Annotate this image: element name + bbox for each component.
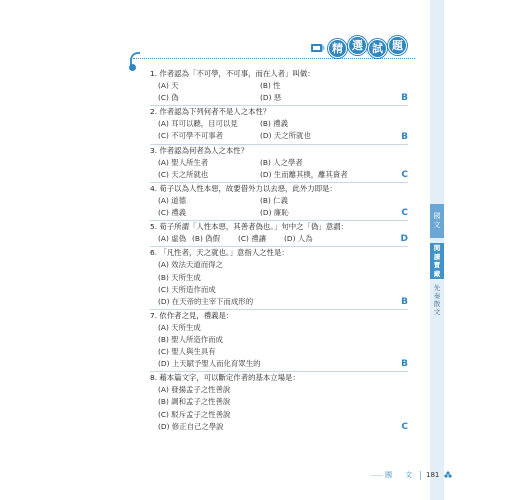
option-c[interactable]: (C) 禮讓 [238,234,267,244]
question-stem: 6. 「凡性者，天之就也。」意指人之性是： [150,248,289,258]
option-d[interactable]: (D) 廉恥 [260,208,289,218]
tab-section[interactable] [430,243,444,279]
banner-char: 選 [348,36,367,55]
option-b[interactable]: (B) 聖人所造作而成 [158,334,223,344]
question-stem: 8. 藉本篇文字，可以斷定作者的基本立場是： [150,373,300,383]
option-a[interactable]: (A) 聖人所生者 [158,157,209,167]
tab-subject[interactable] [430,204,444,238]
option-d[interactable]: (D) 天之所就也 [260,131,311,141]
question-stem: 5. 荀子所謂「人性本惡，其善者偽也。」句中之「偽」意謂： [150,222,348,232]
tab-lesson-char: 散 [433,300,441,308]
option-a[interactable]: (A) 天 [158,81,179,91]
option-b[interactable]: (B) 人之學者 [260,157,303,167]
option-b[interactable]: (B) 調和孟子之性善說 [158,397,231,407]
pencil-icon [310,40,326,56]
answer-key: C [401,208,408,219]
option-a[interactable]: (A) 道德 [158,195,186,205]
option-d[interactable]: (D) 生而離其樸，離其資者 [260,169,348,179]
tab-section-char: 閱 [433,244,441,252]
option-c[interactable]: (C) 偽 [158,93,179,103]
tab-subject-char: 文 [433,221,441,229]
question-list [150,68,408,434]
option-c[interactable]: (C) 聖人與生具有 [158,347,216,357]
option-d[interactable]: (D) 在天帝的主宰下而成形的 [158,296,254,306]
answer-key: C [401,421,408,432]
page-footer [370,470,452,480]
option-b[interactable]: (B) 仁義 [260,195,288,205]
option-c[interactable]: (C) 天之所就也 [158,169,209,179]
tab-section-char: 藏 [433,269,441,278]
tab-lesson-char: 先 [433,284,441,292]
question-item [150,372,408,433]
question-stem: 2. 作者認為下列何者不是人之本性？ [150,107,271,117]
footer-separator [420,471,421,480]
question-item [150,247,408,309]
tab-section-char: 寶 [433,261,441,269]
question-item [150,68,408,106]
question-item [150,310,408,372]
option-a[interactable]: (A) 虛偽 [158,234,186,244]
tab-lesson-char: 文 [433,308,441,316]
banner-char: 精 [328,39,347,58]
option-a[interactable]: (A) 天所生成 [158,322,201,332]
question-stem: 7. 依作者之見，禮義是： [150,310,234,320]
footer-dash: —— [370,471,382,479]
question-item [150,106,408,144]
question-item [150,145,408,183]
question-stem: 4. 荀子以為人性本惡，故要借外力以去惡，此外力即是： [150,183,337,193]
tab-subject-char: 國 [433,212,441,220]
option-b[interactable]: (B) 性 [260,81,281,91]
option-b[interactable]: (B) 禮義 [260,119,288,129]
header-dot [129,64,136,71]
option-b[interactable]: (B) 偽假 [192,234,220,244]
answer-key: B [401,131,408,142]
option-d[interactable]: (D) 修正自己之學說 [158,421,224,431]
banner-char: 試 [368,39,387,58]
answer-key: C [401,169,408,180]
option-b[interactable]: (B) 天所生成 [158,272,201,282]
question-item [150,183,408,221]
question-stem: 3. 作者認為何者為人之本性？ [150,145,249,155]
option-c[interactable]: (C) 禮義 [158,208,187,218]
answer-key: B [401,296,408,307]
option-d[interactable]: (D) 上天賦予聖人而化育眾生的 [158,359,261,369]
option-c[interactable]: (C) 天所造作而成 [158,284,216,294]
question-item [150,221,408,247]
section-banner [310,36,408,60]
option-d[interactable]: (D) 惡 [260,93,282,103]
option-a[interactable]: (A) 發揚孟子之性善說 [158,385,231,395]
banner-char: 題 [388,36,407,55]
tab-lesson[interactable] [430,284,444,326]
footer-subject: 國 文 [385,471,415,479]
answer-key: B [401,93,408,104]
flower-icon [444,471,452,479]
tab-section-char: 讀 [433,252,441,261]
option-a[interactable]: (A) 耳可以聽，目可以見 [158,119,238,129]
option-c[interactable]: (C) 不可學不可事者 [158,131,224,141]
option-d[interactable]: (D) 人為 [284,234,313,244]
answer-key: D [400,234,408,245]
page-number: 181 [426,471,440,479]
answer-key: B [401,359,408,370]
tab-lesson-char: 秦 [433,292,441,300]
question-stem: 1. 作者認為「不可學，不可事，而在人者」叫做： [150,69,315,78]
option-c[interactable]: (C) 駁斥孟子之性善說 [158,409,231,419]
option-a[interactable]: (A) 效法天道而得之 [158,260,223,270]
